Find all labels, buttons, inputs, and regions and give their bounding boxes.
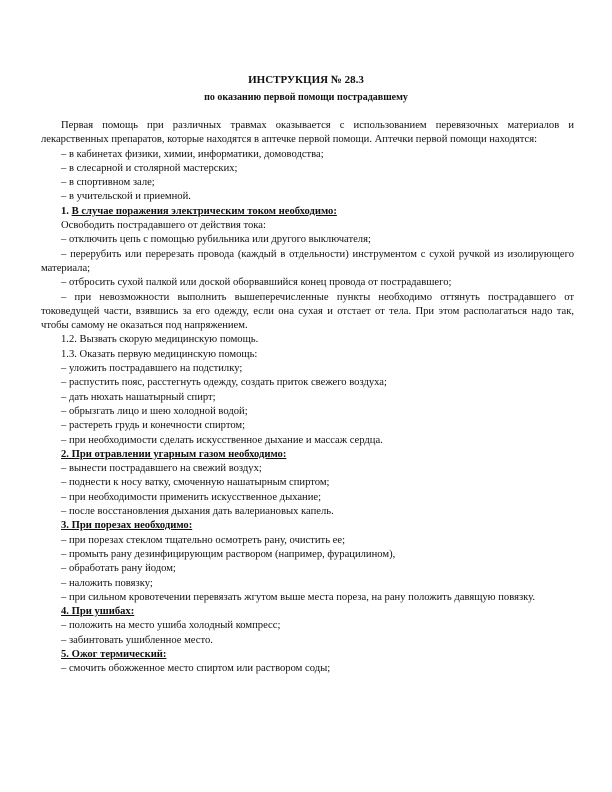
location-item: – в кабинетах физики, химии, информатики, домоводства; <box>61 148 324 160</box>
section-5-heading <box>41 648 574 662</box>
list-item: – при невозможности выполнить вышеперечисленные пункты необходимо оттянуть пострадавшего от токоведущей части, взявшись за его одежду, если она сухая и отстает от тела. При этом располагаться надо так, чтобы самому не оказаться под напряжением. <box>41 291 574 332</box>
location-item: – в спортивном зале; <box>61 177 155 189</box>
list-item: – промыть рану дезинфицирующим раствором (например, фурацилином), <box>61 548 396 560</box>
list-item: – перерубить или перерезать провода (каждый в отдельности) инструментом с сухой ручкой из изолирующего материала; <box>41 248 574 274</box>
list-item: – дать нюхать нашатырный спирт; <box>61 391 216 403</box>
list-item: – смочить обожженное место спиртом или раствором соды; <box>61 663 331 675</box>
list-item: – уложить пострадавшего на подстилку; <box>61 363 243 375</box>
list-item: – отключить цепь с помощью рубильника или другого выключателя; <box>61 234 371 246</box>
document-title: ИНСТРУКЦИЯ № 28.3 <box>248 74 364 86</box>
list-item: – при сильном кровотечении перевязать жгутом выше места пореза, на рану положить давящую повязку. <box>61 591 536 603</box>
document-subtitle: по оказанию первой помощи пострадавшему <box>204 92 408 103</box>
list-item: – распустить пояс, расстегнуть одежду, создать приток свежего воздуха; <box>61 377 387 389</box>
location-item: – в учительской и приемной. <box>61 191 191 203</box>
section-1-title: В случае поражения электрическим током необходимо: <box>71 205 337 217</box>
section-1-lead: Освободить пострадавшего от действия тока: <box>61 220 266 232</box>
list-item: – обрызгать лицо и шею холодной водой; <box>61 405 248 417</box>
section-5-title: 5. Ожог термический: <box>61 648 167 660</box>
list-item: – обработать рану йодом; <box>61 563 176 575</box>
section-2-title: 2. При отравлении угарным газом необходимо: <box>61 448 287 460</box>
list-item: – после восстановления дыхания дать валериановых капель. <box>61 506 334 518</box>
list-item: – при необходимости применить искусственное дыхание; <box>61 491 322 503</box>
list-item: – отбросить сухой палкой или доской оборвавшийся конец провода от пострадавшего; <box>61 277 452 289</box>
section-1-step-3: 1.3. Оказать первую медицинскую помощь: <box>61 348 258 360</box>
section-4-title: 4. При ушибах: <box>61 606 135 618</box>
list-item: – поднести к носу ватку, смоченную нашатырным спиртом; <box>61 477 330 489</box>
section-1-step-2: 1.2. Вызвать скорую медицинскую помощь. <box>61 334 259 346</box>
section-1-number: 1. <box>61 205 69 217</box>
location-item: – в слесарной и столярной мастерских; <box>61 162 238 174</box>
list-item: – вынести пострадавшего на свежий воздух; <box>61 463 262 475</box>
section-1-heading <box>41 205 574 219</box>
section-3-title: 3. При порезах необходимо: <box>61 520 193 532</box>
intro-paragraph: Первая помощь при различных травмах оказывается с использованием перевязочных материалов и лекарственных препаратов, которые находятся в аптечке первой помощи. Аптечки первой помощи находятся: <box>41 120 574 146</box>
list-item: – забинтовать ушибленное место. <box>61 634 213 646</box>
list-item: – наложить повязку; <box>61 577 153 589</box>
list-item: – при необходимости сделать искусственное дыхание и массаж сердца. <box>61 434 383 446</box>
section-2-heading <box>41 448 574 462</box>
section-3-heading <box>41 519 574 533</box>
list-item: – при порезах стеклом тщательно осмотреть рану, очистить ее; <box>61 534 346 546</box>
list-item: – положить на место ушиба холодный компресс; <box>61 620 281 632</box>
document-body <box>41 119 574 677</box>
section-4-heading <box>41 605 574 619</box>
list-item: – растереть грудь и конечности спиртом; <box>61 420 246 432</box>
